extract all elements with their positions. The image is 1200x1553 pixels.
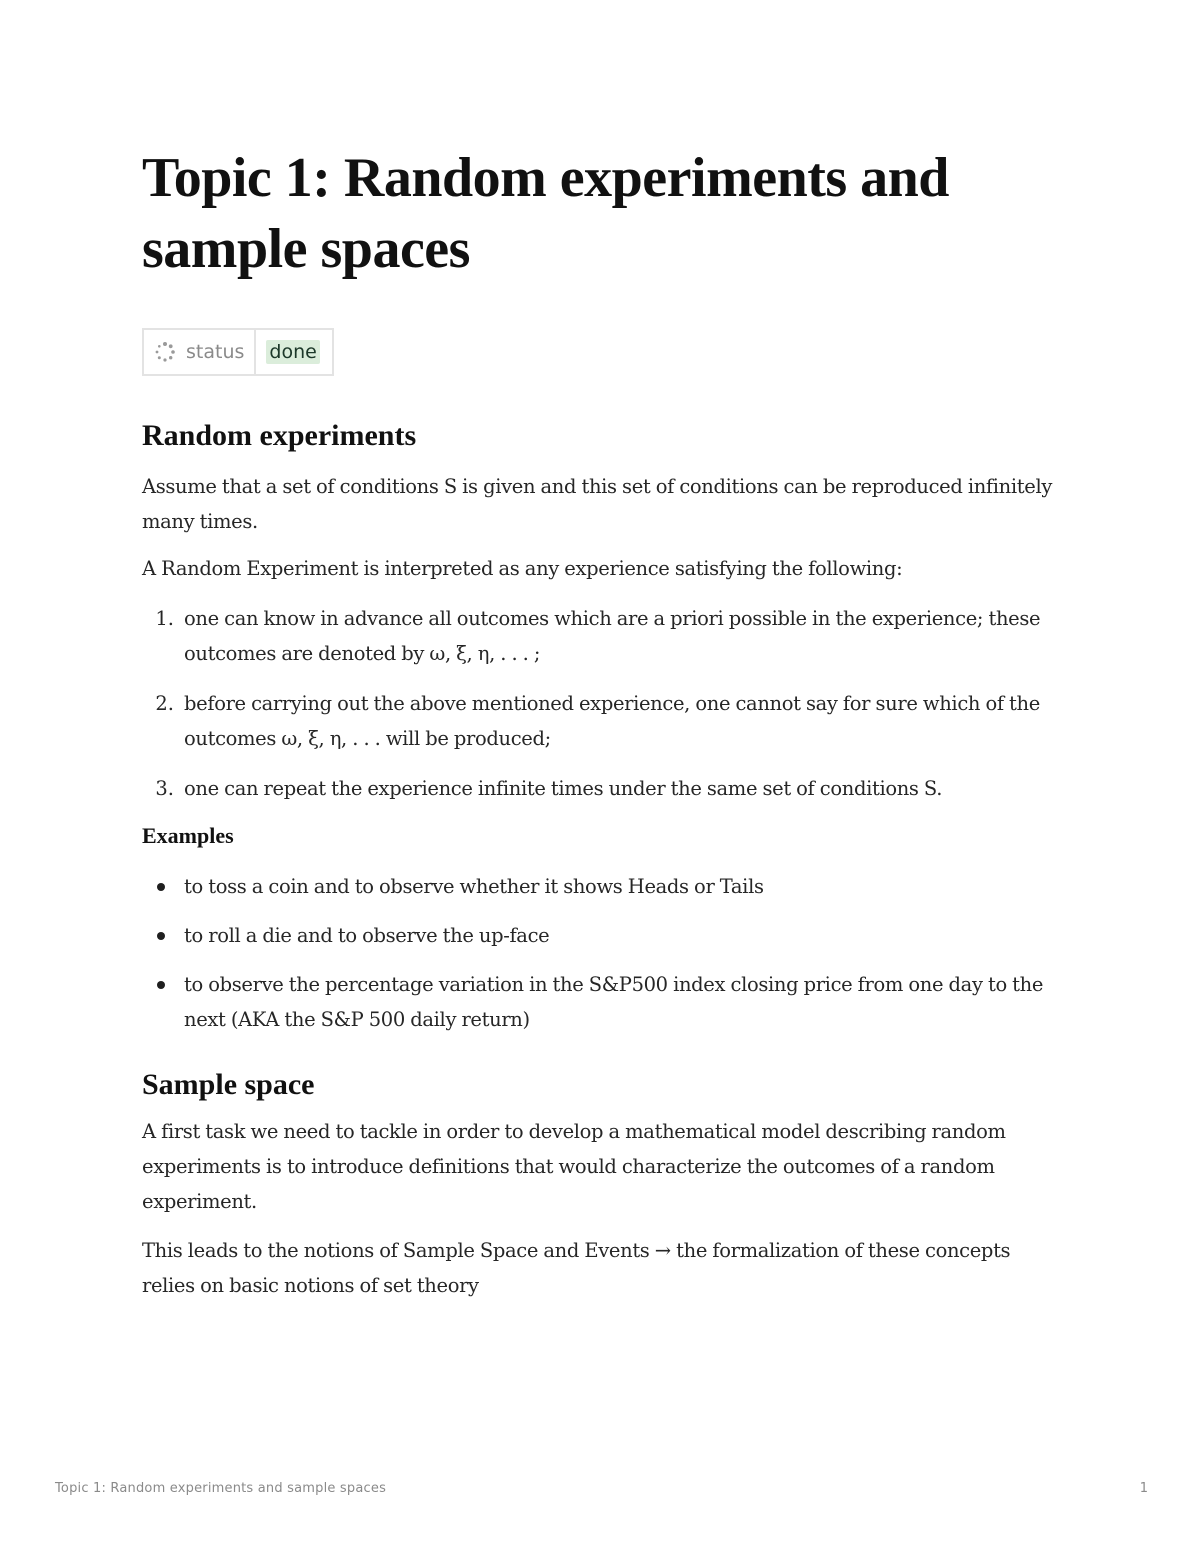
paragraph: A first task we need to tackle in order to develop a mathematical model describing random experiments is to introduce definitions that would characterize the outcomes of a random experiment. (142, 1120, 1006, 1213)
paragraph: A Random Experiment is interpreted as any experience satisfying the following: (142, 557, 903, 580)
list-number: 2. (155, 692, 174, 715)
bullet-icon (142, 918, 184, 953)
bullet-list-item (142, 869, 1058, 904)
paragraph: Assume that a set of conditions S is given and this set of conditions can be reproduced infinitely many times. (142, 475, 1052, 533)
property-status-key (144, 330, 256, 374)
list-item-text: to observe the percentage variation in the S&P500 index closing price from one day to the next (AKA the S&P 500 daily return) (184, 973, 1044, 1031)
ordered-list-item (142, 601, 1058, 671)
list-item-text: one can repeat the experience infinite times under the same set of conditions S. (184, 777, 943, 800)
section-heading-random-experiments: Random experiments (142, 419, 417, 452)
status-badge: done (266, 340, 319, 364)
bullet-list-item (142, 918, 1058, 953)
list-item-text: to toss a coin and to observe whether it shows Heads or Tails (184, 875, 764, 898)
footer-document-title: Topic 1: Random experiments and sample spaces (55, 1481, 387, 1496)
list-item-text: before carrying out the above mentioned experience, one cannot say for sure which of the outcomes ω, ξ, η, . . . will be produced; (184, 692, 1040, 750)
property-status-value[interactable] (256, 330, 331, 374)
property-table (142, 328, 334, 376)
list-item-text: one can know in advance all outcomes which are a priori possible in the experience; these outcomes are denoted by ω, ξ, η, . . . ; (184, 607, 1041, 665)
list-number: 1. (155, 607, 174, 630)
bullet-icon (142, 967, 184, 1037)
bullet-icon (142, 869, 184, 904)
list-number: 3. (155, 777, 174, 800)
ordered-list-item (142, 686, 1058, 756)
examples-label: Examples (142, 823, 234, 848)
list-item-text: to roll a die and to observe the up-face (184, 924, 550, 947)
paragraph: This leads to the notions of Sample Space and Events → the formalization of these concepts relies on basic notions of set theory (142, 1239, 1011, 1297)
loading-spinner-icon (154, 341, 176, 363)
section-heading-sample-space: Sample space (142, 1068, 315, 1101)
footer-page-number: 1 (1139, 1481, 1148, 1496)
ordered-list-item (142, 771, 1058, 806)
bullet-list-item (142, 967, 1058, 1037)
property-status-label: status (186, 341, 245, 363)
page-title: Topic 1: Random experiments and sample spaces (142, 147, 949, 280)
